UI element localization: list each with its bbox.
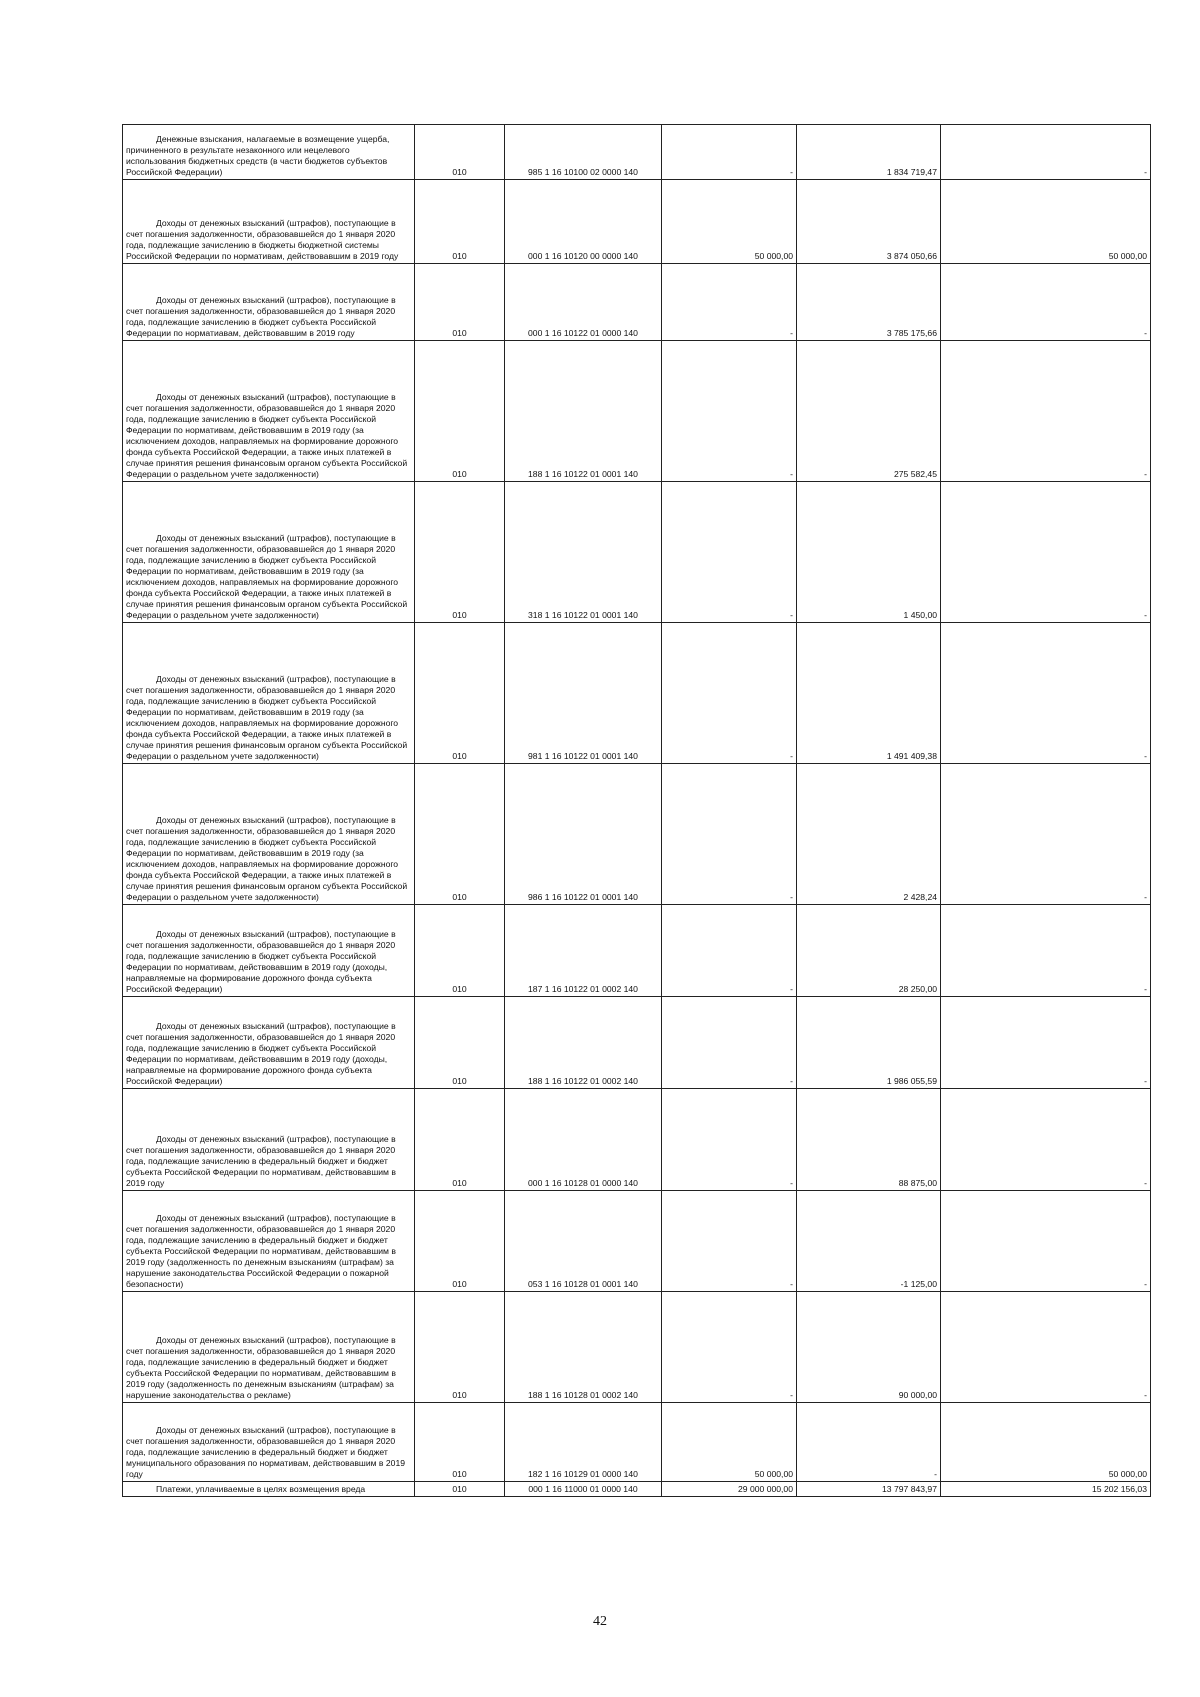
revenue-name-cell <box>123 482 415 623</box>
budget-classification-code-cell: 053 1 16 10128 01 0001 140 <box>505 1191 662 1292</box>
budget-classification-code-cell: 182 1 16 10129 01 0000 140 <box>505 1403 662 1482</box>
unexecuted-amount-cell: - <box>941 623 1151 764</box>
budget-classification-code-cell: 187 1 16 10122 01 0002 140 <box>505 905 662 997</box>
approved-amount-cell: - <box>662 764 797 905</box>
revenue-name-text: Доходы от денежных взысканий (штрафов), поступающие в счет погашения задолженности, образовавшейся до 1 января 2020 года, подлежащие зачислению в бюджет субъекта Российской Федерации по нормативам, действовавшим в 2019 году (за исключением доходов, направляемых на формирование дорожного фонда субъекта Российской Федерации, а также иных платежей в случае принятия решения финансовым органом субъекта Российской Федерации о раздельном учете задолженности) <box>126 392 408 479</box>
executed-amount-cell: 1 491 409,38 <box>797 623 941 764</box>
budget-classification-code-cell: 318 1 16 10122 01 0001 140 <box>505 482 662 623</box>
executed-amount-cell: - <box>797 1403 941 1482</box>
approved-amount-cell: 50 000,00 <box>662 180 797 264</box>
revenue-table-body <box>123 125 1151 1497</box>
executed-amount-cell: 88 875,00 <box>797 1089 941 1191</box>
budget-classification-code-cell: 000 1 16 10128 01 0000 140 <box>505 1089 662 1191</box>
revenue-name-text: Доходы от денежных взысканий (штрафов), поступающие в счет погашения задолженности, образовавшейся до 1 января 2020 года, подлежащие зачислению в федеральный бюджет и бюджет субъекта Российской Федерации по нормативам, действовавшим в 2019 году (задолженность по денежным взысканиям (штрафам) за нарушение законодательства Российской Федерации о пожарной безопасности) <box>126 1213 396 1289</box>
revenue-name-cell <box>123 180 415 264</box>
executed-amount-cell: 90 000,00 <box>797 1292 941 1403</box>
revenue-name-cell <box>123 341 415 482</box>
revenue-name-text: Доходы от денежных взысканий (штрафов), поступающие в счет погашения задолженности, образовавшейся до 1 января 2020 года, подлежащие зачислению в бюджет субъекта Российской Федерации по нормативам, действовавшим в 2019 году (за исключением доходов, направляемых на формирование дорожного фонда субъекта Российской Федерации, а также иных платежей в случае принятия решения финансовым органом субъекта Российской Федерации о раздельном учете задолженности) <box>126 815 408 902</box>
line-code-cell: 010 <box>415 341 505 482</box>
table-row <box>123 764 1151 905</box>
executed-amount-cell: 3 874 050,66 <box>797 180 941 264</box>
executed-amount-cell: 2 428,24 <box>797 764 941 905</box>
revenue-name-text: Денежные взыскания, налагаемые в возмещение ущерба, причиненного в результате незаконного или нецелевого использования бюджетных средств (в части бюджетов субъектов Российской Федерации) <box>126 134 390 177</box>
table-row <box>123 1482 1151 1497</box>
budget-classification-code-cell: 000 1 16 10122 01 0000 140 <box>505 264 662 341</box>
revenue-name-cell <box>123 905 415 997</box>
line-code-cell: 010 <box>415 764 505 905</box>
unexecuted-amount-cell: - <box>941 125 1151 180</box>
executed-amount-cell: -1 125,00 <box>797 1191 941 1292</box>
table-row <box>123 180 1151 264</box>
budget-classification-code-cell: 000 1 16 11000 01 0000 140 <box>505 1482 662 1497</box>
line-code-cell: 010 <box>415 264 505 341</box>
unexecuted-amount-cell: - <box>941 482 1151 623</box>
line-code-cell: 010 <box>415 482 505 623</box>
unexecuted-amount-cell: 50 000,00 <box>941 1403 1151 1482</box>
line-code-cell: 010 <box>415 180 505 264</box>
revenue-name-text: Доходы от денежных взысканий (штрафов), поступающие в счет погашения задолженности, образовавшейся до 1 января 2020 года, подлежащие зачислению в бюджет субъекта Российской Федерации по нормативам, действовавшим в 2019 году (доходы, направляемые на формирование дорожного фонда субъекта Российской Федерации) <box>126 929 396 994</box>
table-row <box>123 264 1151 341</box>
table-row <box>123 125 1151 180</box>
revenue-name-cell <box>123 1089 415 1191</box>
revenue-name-text: Доходы от денежных взысканий (штрафов), поступающие в счет погашения задолженности, образовавшейся до 1 января 2020 года, подлежащие зачислению в бюджет субъекта Российской Федерации по норматиавам, действовавшим в 2019 году <box>126 295 396 338</box>
line-code-cell: 010 <box>415 125 505 180</box>
unexecuted-amount-cell: - <box>941 1191 1151 1292</box>
budget-classification-code-cell: 000 1 16 10120 00 0000 140 <box>505 180 662 264</box>
revenue-name-cell <box>123 1191 415 1292</box>
executed-amount-cell: 13 797 843,97 <box>797 1482 941 1497</box>
executed-amount-cell: 275 582,45 <box>797 341 941 482</box>
approved-amount-cell: 50 000,00 <box>662 1403 797 1482</box>
unexecuted-amount-cell: - <box>941 264 1151 341</box>
approved-amount-cell: - <box>662 482 797 623</box>
approved-amount-cell: 29 000 000,00 <box>662 1482 797 1497</box>
approved-amount-cell: - <box>662 264 797 341</box>
budget-classification-code-cell: 188 1 16 10128 01 0002 140 <box>505 1292 662 1403</box>
approved-amount-cell: - <box>662 905 797 997</box>
unexecuted-amount-cell: - <box>941 1089 1151 1191</box>
revenue-name-text: Доходы от денежных взысканий (штрафов), поступающие в счет погашения задолженности, образовавшейся до 1 января 2020 года, подлежащие зачислению в бюджет субъекта Российской Федерации по нормативам, действовавшим в 2019 году (за исключением доходов, направляемых на формирование дорожного фонда субъекта Российской Федерации, а также иных платежей в случае принятия решения финансовым органом субъекта Российской Федерации о раздельном учете задолженности) <box>126 533 408 620</box>
table-row <box>123 1191 1151 1292</box>
line-code-cell: 010 <box>415 1403 505 1482</box>
budget-classification-code-cell: 188 1 16 10122 01 0001 140 <box>505 341 662 482</box>
revenue-name-text: Доходы от денежных взысканий (штрафов), поступающие в счет погашения задолженности, образовавшейся до 1 января 2020 года, подлежащие зачислению в федеральный бюджет и бюджет субъекта Российской Федерации по нормативам, действовавшим в 2019 году (задолженность по денежным взысканиям (штрафам) за нарушение законодательства о рекламе) <box>126 1335 396 1400</box>
revenue-name-cell <box>123 1482 415 1497</box>
line-code-cell: 010 <box>415 905 505 997</box>
page-number: 42 <box>593 1614 607 1629</box>
budget-classification-code-cell: 985 1 16 10100 02 0000 140 <box>505 125 662 180</box>
executed-amount-cell: 28 250,00 <box>797 905 941 997</box>
approved-amount-cell: - <box>662 341 797 482</box>
line-code-cell: 010 <box>415 1191 505 1292</box>
table-row <box>123 997 1151 1089</box>
table-row <box>123 482 1151 623</box>
unexecuted-amount-cell: - <box>941 341 1151 482</box>
line-code-cell: 010 <box>415 623 505 764</box>
revenue-name-cell <box>123 997 415 1089</box>
revenue-name-cell <box>123 623 415 764</box>
revenue-name-text: Доходы от денежных взысканий (штрафов), поступающие в счет погашения задолженности, образовавшейся до 1 января 2020 года, подлежащие зачислению в федеральный бюджет и бюджет субъекта Российской Федерации по нормативам, действовавшим в 2019 году <box>126 1134 396 1188</box>
table-row <box>123 1089 1151 1191</box>
revenue-name-text: Платежи, уплачиваемые в целях возмещения вреда <box>156 1484 366 1494</box>
unexecuted-amount-cell: 15 202 156,03 <box>941 1482 1151 1497</box>
revenue-name-text: Доходы от денежных взысканий (штрафов), поступающие в счет погашения задолженности, образовавшейся до 1 января 2020 года, подлежащие зачислению в бюджет субъекта Российской Федерации по нормативам, действовавшим в 2019 году (доходы, направляемые на формирование дорожного фонда субъекта Российской Федерации) <box>126 1021 396 1086</box>
revenue-name-cell <box>123 264 415 341</box>
line-code-cell: 010 <box>415 1292 505 1403</box>
revenue-name-text: Доходы от денежных взысканий (штрафов), поступающие в счет погашения задолженности, образовавшейся до 1 января 2020 года, подлежащие зачислению в бюджет субъекта Российской Федерации по нормативам, действовавшим в 2019 году (за исключением доходов, направляемых на формирование дорожного фонда субъекта Российской Федерации, а также иных платежей в случае принятия решения финансовым органом субъекта Российской Федерации о раздельном учете задолженности) <box>126 674 408 761</box>
table-row <box>123 623 1151 764</box>
table-row <box>123 1292 1151 1403</box>
approved-amount-cell: - <box>662 623 797 764</box>
executed-amount-cell: 3 785 175,66 <box>797 264 941 341</box>
budget-classification-code-cell: 188 1 16 10122 01 0002 140 <box>505 997 662 1089</box>
executed-amount-cell: 1 986 055,59 <box>797 997 941 1089</box>
approved-amount-cell: - <box>662 1089 797 1191</box>
unexecuted-amount-cell: - <box>941 997 1151 1089</box>
table-row <box>123 905 1151 997</box>
budget-execution-table-sheet <box>122 124 1150 1497</box>
revenue-name-cell <box>123 1403 415 1482</box>
line-code-cell: 010 <box>415 1089 505 1191</box>
revenue-name-text: Доходы от денежных взысканий (штрафов), поступающие в счет погашения задолженности, образовавшейся до 1 января 2020 года, подлежащие зачислению в бюджеты бюджетной системы Российской Федерации по нормативам, действовавшим в 2019 году <box>126 218 399 261</box>
approved-amount-cell: - <box>662 1191 797 1292</box>
revenue-name-text: Доходы от денежных взысканий (штрафов), поступающие в счет погашения задолженности, образовавшейся до 1 января 2020 года, подлежащие зачислению в федеральный бюджет и бюджет муниципального образования по нормативам, действовавшим в 2019 году <box>126 1425 405 1479</box>
approved-amount-cell: - <box>662 1292 797 1403</box>
approved-amount-cell: - <box>662 997 797 1089</box>
line-code-cell: 010 <box>415 997 505 1089</box>
revenue-name-cell <box>123 764 415 905</box>
executed-amount-cell: 1 834 719,47 <box>797 125 941 180</box>
revenue-name-cell <box>123 1292 415 1403</box>
budget-classification-code-cell: 981 1 16 10122 01 0001 140 <box>505 623 662 764</box>
executed-amount-cell: 1 450,00 <box>797 482 941 623</box>
revenue-name-cell <box>123 125 415 180</box>
unexecuted-amount-cell: - <box>941 1292 1151 1403</box>
table-row <box>123 1403 1151 1482</box>
line-code-cell: 010 <box>415 1482 505 1497</box>
unexecuted-amount-cell: - <box>941 905 1151 997</box>
unexecuted-amount-cell: - <box>941 764 1151 905</box>
approved-amount-cell: - <box>662 125 797 180</box>
revenue-table <box>122 124 1151 1497</box>
unexecuted-amount-cell: 50 000,00 <box>941 180 1151 264</box>
table-row <box>123 341 1151 482</box>
budget-classification-code-cell: 986 1 16 10122 01 0001 140 <box>505 764 662 905</box>
